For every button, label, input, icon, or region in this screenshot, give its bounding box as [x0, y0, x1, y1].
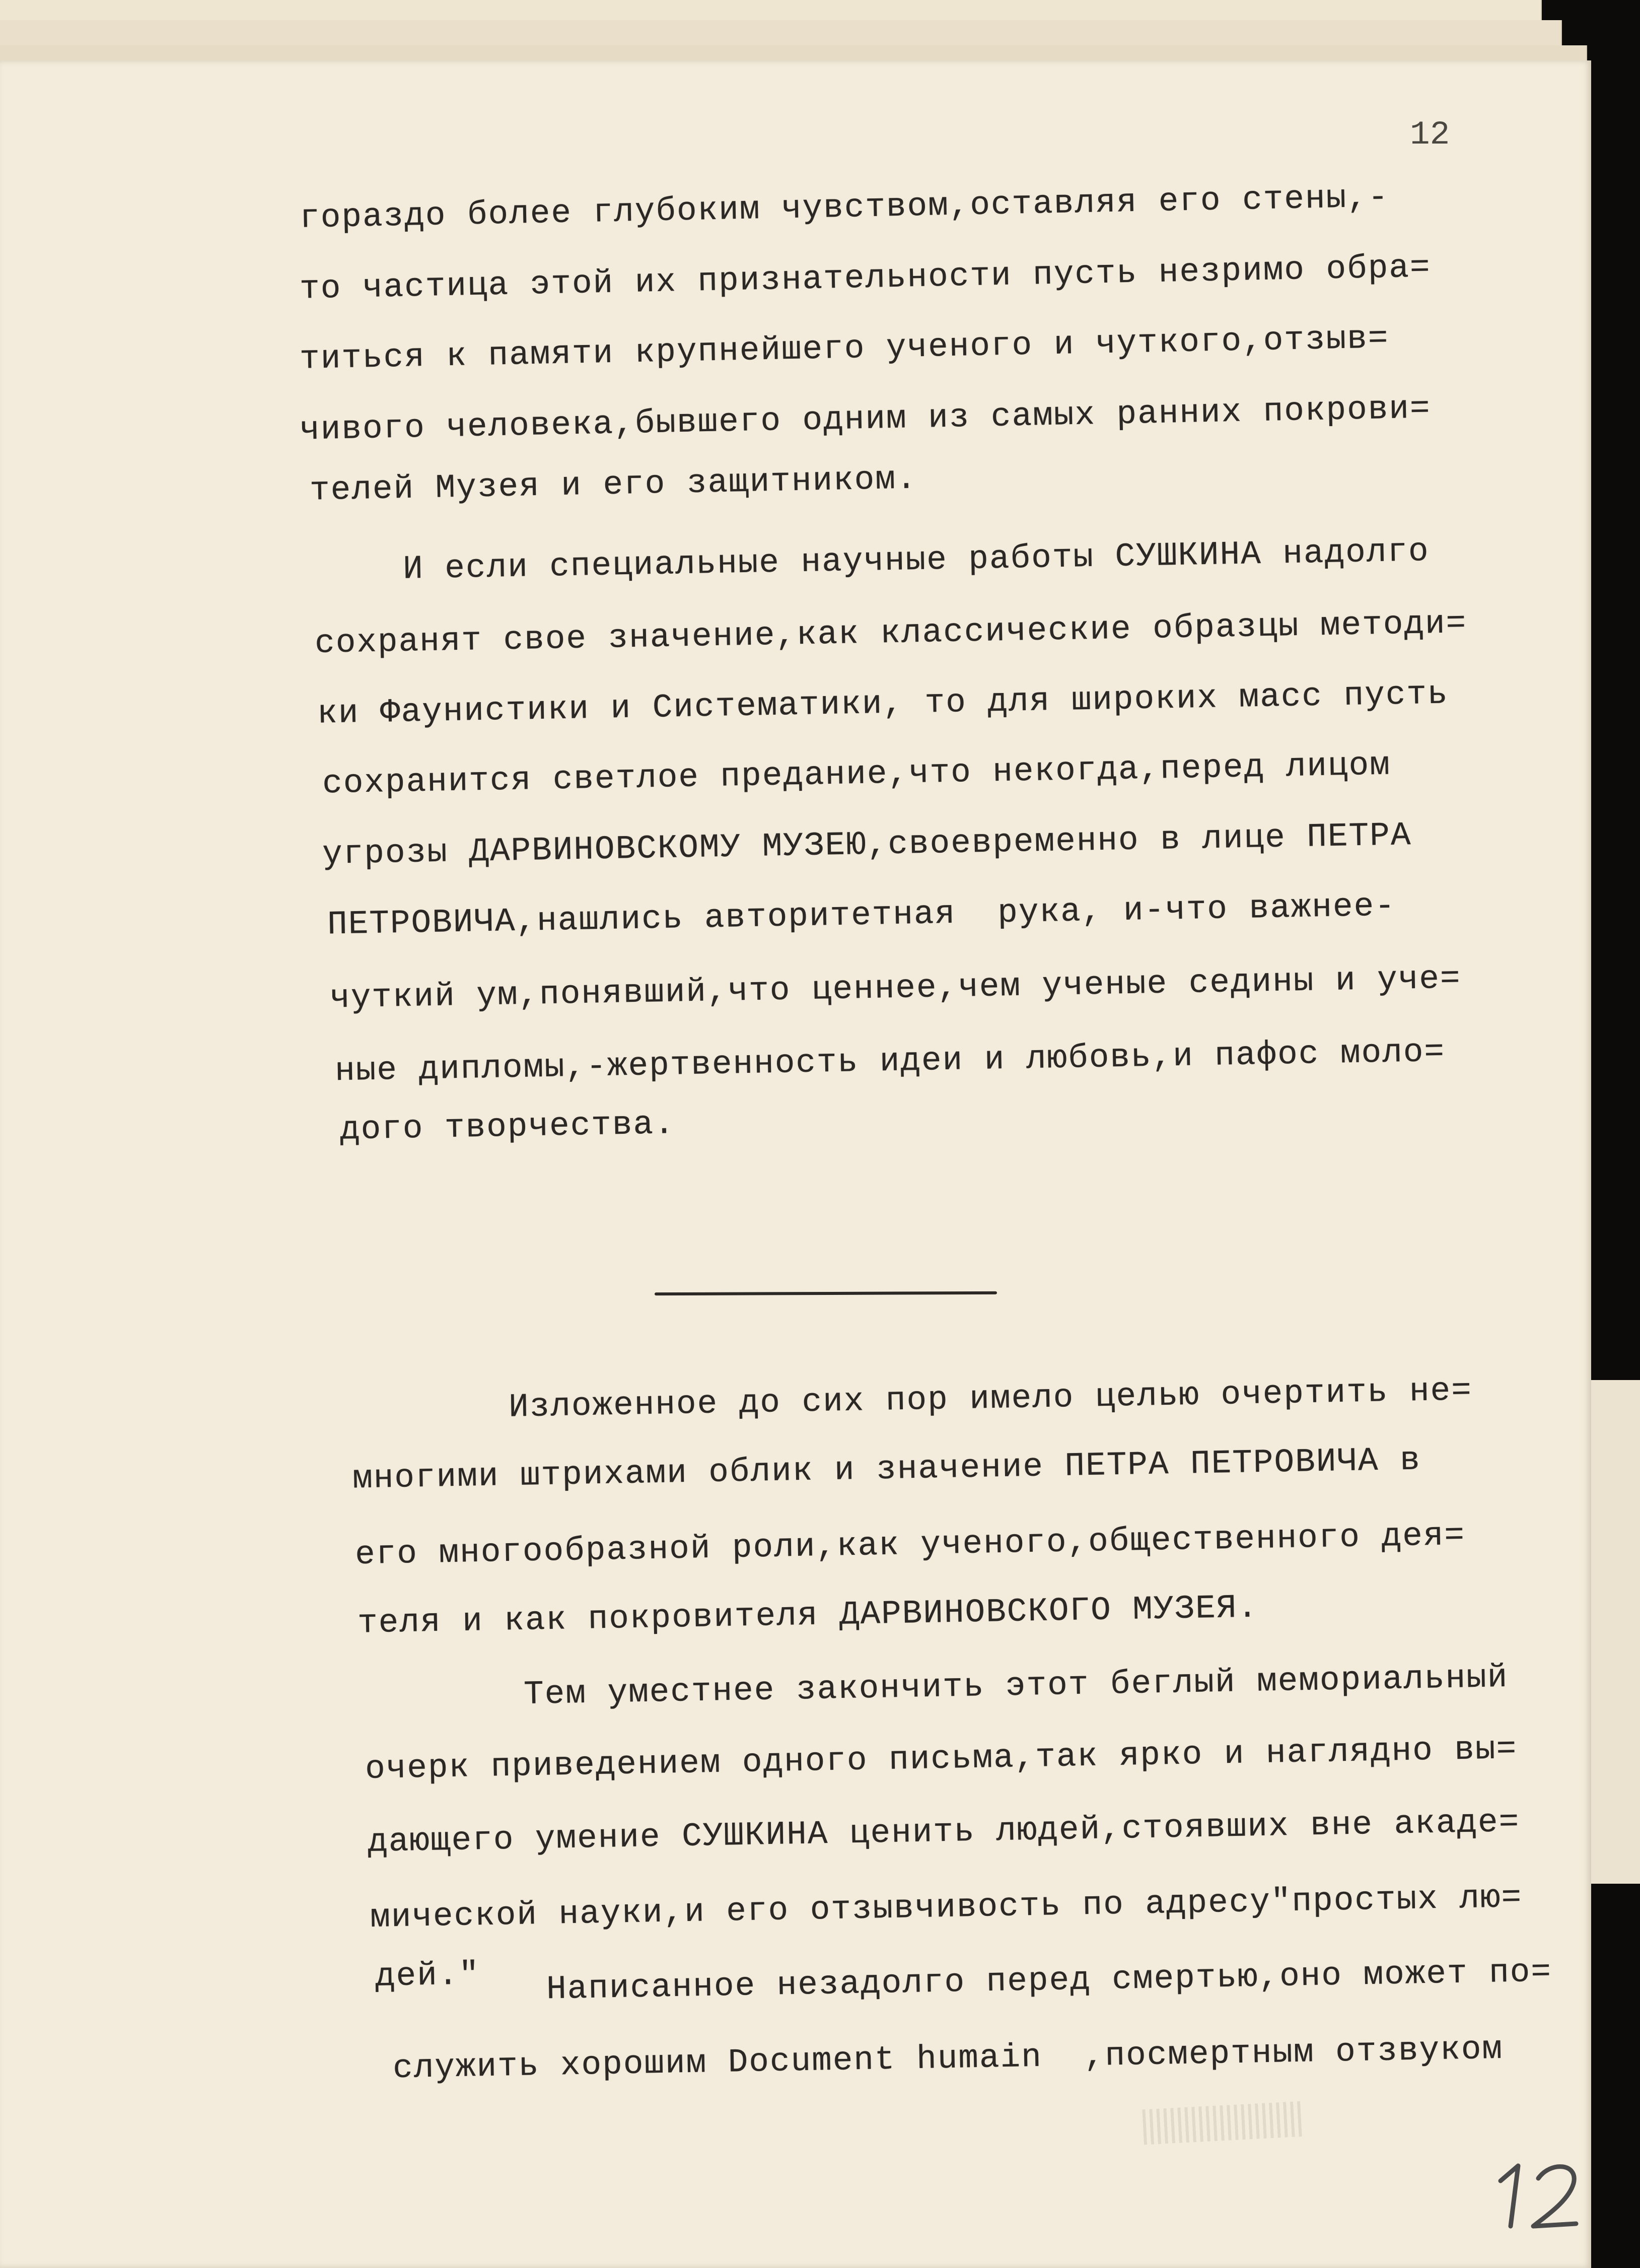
text-line: сохранится светлое предание,что некогда,перед лицом	[322, 746, 1391, 803]
text-line: ки Фаунистики и Систематики, то для широких масс пусть	[317, 675, 1449, 733]
text-line: теля и как покровителя ДАРВИНОВСКОГО МУЗЕЯ.	[357, 1589, 1259, 1642]
text-line: дого творчества.	[339, 1105, 676, 1149]
text-line: телей Музея и его защитником.	[309, 460, 918, 510]
text-line: служить хорошим Document humain ,посмертным отзвуком	[392, 2030, 1504, 2088]
text-line: ные дипломы,-жертвенность идеи и любовь,и пафос моло=	[334, 1033, 1446, 1090]
text-line: очерк приведением одного письма,так ярко и наглядно вы=	[365, 1730, 1518, 1788]
text-line: гораздо более глубоким чувством,оставляя его стены,-	[299, 178, 1390, 237]
text-line: И если специальные научные работы СУШКИНА надолго	[402, 532, 1430, 588]
text-line: мической науки,и его отзывчивость по адресу"простых лю=	[370, 1879, 1523, 1937]
text-line: дающего умение СУШКИНА ценить людей,стоявших вне акаде=	[367, 1803, 1520, 1861]
text-line: дей."	[375, 1956, 480, 1996]
text-line: угрозы ДАРВИНОВСКОМУ МУЗЕЮ,своевременно в лице ПЕТРА	[322, 816, 1412, 873]
text-line: Написанное незадолго перед смертью,оно может по=	[546, 1953, 1552, 2009]
text-line: Тем уместнее закончить этот беглый мемориальный	[523, 1658, 1509, 1714]
text-line: чивого человека,бывшего одним из самых ранних покрови=	[299, 389, 1432, 449]
text-line: то частица этой их признательности пусть незримо обра=	[299, 248, 1432, 308]
page-number: 12	[1410, 116, 1450, 154]
text-line: его многообразной роли,как ученого,общественного дея=	[354, 1516, 1466, 1574]
section-divider	[655, 1291, 997, 1295]
body-text	[0, 60, 1591, 2268]
text-line: Изложенное до сих пор имело целью очертить не=	[508, 1371, 1473, 1426]
text-line: многими штрихами облик и значение ПЕТРА ПЕТРОВИЧА в	[352, 1441, 1421, 1498]
typewritten-page	[0, 60, 1591, 2268]
text-line: сохранят свое значение,как классические образцы методи=	[314, 604, 1467, 662]
text-line: чуткий ум,понявший,что ценнее,чем ученые седины и уче=	[329, 959, 1462, 1017]
handwritten-page-number	[1490, 2151, 1591, 2236]
text-line: ПЕТРОВИЧА,нашлись авторитетная рука, и-что важнее-	[327, 887, 1396, 944]
text-line: титься к памяти крупнейшего ученого и чуткого,отзыв=	[299, 319, 1390, 378]
